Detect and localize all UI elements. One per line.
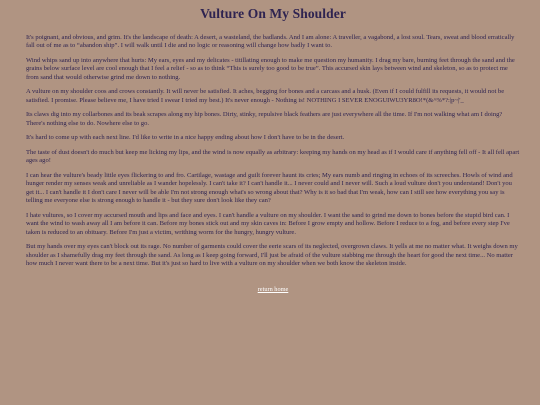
paragraph: Its claws dig into my collarbones and its beak scrapes along my hip bones. Dirty, stinky, repulsive black feathers are just everywhere all the time. If I'm not walking what am I doing? There's nothing else to do. Nowhere else to go. bbox=[26, 111, 503, 127]
paragraph: A vulture on my shoulder coos and crows constantly. It will never be satisfied. It aches, begging for bones and a carcass and a husk. (Even if I could fulfill its requests, it would not be satisfied. I promise. Please believe me, I have tried I swear I tried my best.) It's never enough - Nothing is! NOTHING I SEVER ENOGUIWU3YR8O!*(&^%*?:|p~|'_ bbox=[26, 88, 505, 104]
footer bbox=[26, 286, 520, 293]
paragraph: It's hard to come up with each next line. I'd like to write in a nice happy ending about how I don't have to be in the desert. bbox=[26, 134, 345, 142]
document-body bbox=[26, 34, 520, 268]
paragraph: I can hear the vulture's beady little eyes flickering to and fro. Cartilage, wastage and guilt forever haunt its cries; My ears numb and ringing in echoes of its screeches. Howls of wind and hunger render my senses weak and unreliable as I wander hopelessly. I can't take it? I can't handle it... I never could and I never will. Such a loud vulture don't you understand! Don't you get it... I can't handle it I don't care I never will be able I'm not strong enough what's so wrong about that? Why is it so bad that I'm weak, how can I still see how everything you say is telling me everyone else is strong enough to handle it - but they sure don't look like they can? bbox=[26, 172, 513, 205]
paragraph: It's poignant, and obvious, and grim. It's the landscape of death: A desert, a wasteland, the badlands. And I am alone: A traveller, a vagabond, a lost soul. Tears, sweat and blood erratically fall out of me as to “abandon ship”. I will walk until I die and no logic or reasoning will change how badly I want to. bbox=[26, 34, 515, 50]
return-home-link[interactable]: return home bbox=[257, 286, 289, 294]
paragraph: I hate vultures, so I cover my accursed mouth and lips and face and eyes. I can't handle a vulture on my shoulder. I want the sand to grind me down to bones before the stupid bird can. I want the wind to wash away all I am before it can. Before my bones stick out and my skin caves in: Before I grow empty and hollow. Before I reduce to a fog, and before every step I've taken is reduced to an obituary. Before I'm just a victim, writhing worm for the hungry, hungry vulture. bbox=[26, 211, 510, 236]
page-title: Vulture On My Shoulder bbox=[200, 6, 346, 21]
paragraph: Wind whips sand up into anywhere that hurts: My ears, eyes and my delicates - titillating enough to make me question my humanity. I drag my bare, burning feet through the sand and the grains below surface level are cool enough that I feel a relief - so as to think “This is surely too good to be true”. This accursed skin lays between wind and skeleton, so as to protect me from sand that would otherwise grind me down to nothing. bbox=[26, 57, 515, 81]
paragraph: But my hands over my eyes can't block out its rage. No number of garments could cover the eerie scars of its neglected, overgrown claws. It yells at me no matter what. It weighs down my shoulder as I shamefully drag my feet through the sand. As long as I keep going forward, I'll just be afraid of the vulture stabbing me through the heart for good the next time... No matter how much I never want there to be a next time. But it's just so hard to live with a vulture on my shoulder when we both know the skeleton inside. bbox=[26, 243, 518, 268]
paragraph: The taste of dust doesn't do much but keep me licking my lips, and the wind is now equally as arbitrary: keeping my hands on my head as if I would care if anything fell off - It all fell apart ages ago! bbox=[26, 149, 520, 165]
